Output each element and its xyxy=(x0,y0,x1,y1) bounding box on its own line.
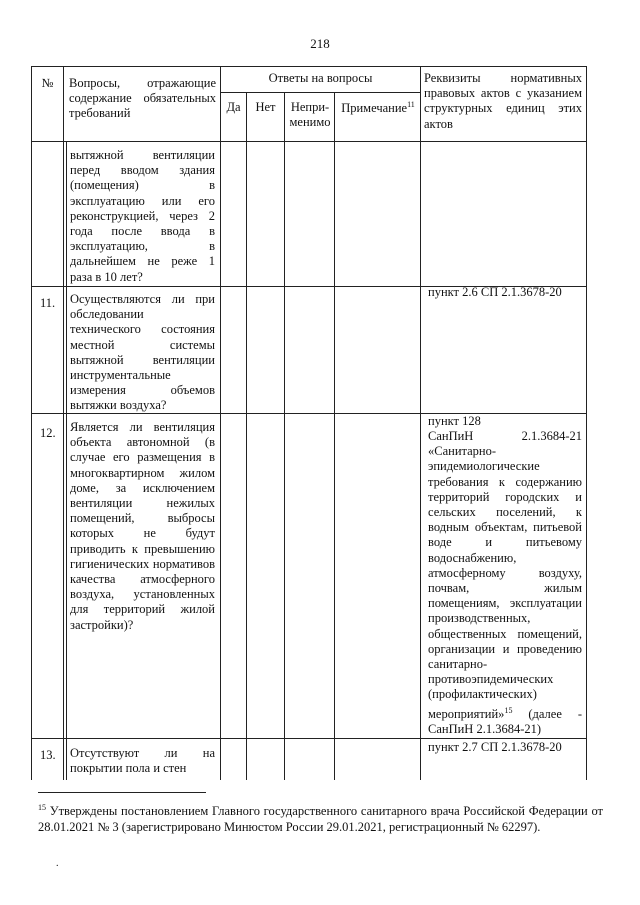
footnote: $^{15}$ Утверждены постановлением Главного государственного санитарного врача Российской Федерации от 28.01.2021 № 3 (зарегистрировано Минюстом России 29.01.2021, регистрационный № 62297). xyxy=(38,803,603,835)
row-question: вытяжной вентиляции перед вводом здания (помещения) в эксплуатацию или его реконструкцией, через 2 года после ввода в эксплуатацию, в дальнейшем не реже 1 раза в 10 лет? xyxy=(70,148,215,284)
header-no: Нет xyxy=(255,100,276,114)
header-num: № xyxy=(41,76,54,90)
footnote-separator xyxy=(38,792,206,793)
row-question: Отсутствуют ли на покрытии пола и стен xyxy=(70,746,215,776)
row-question: Осуществляются ли при обследовании технического состояния местной системы вытяжной вентиляции инструментальные измерения объемов вытяжки воздуха? xyxy=(70,292,215,413)
row-question: Является ли вентиляция объекта автономной (в случае его размещения в многоквартирном жилом доме, за исключением вентиляции нежилых помещений, выбросы которых не будут приводить к превышению гигиенических нормативов качества атмосферного воздуха, установленных для территорий жилой застройки)? xyxy=(70,420,215,632)
row-requisite: пункт 2.7 СП 2.1.3678-20 xyxy=(428,740,562,754)
header-not-applicable: Непри-менимо xyxy=(289,100,331,130)
trailing-mark: . xyxy=(56,858,59,869)
header-yes: Да xyxy=(226,100,241,114)
row-number: 13. xyxy=(40,748,56,762)
row-number: 11. xyxy=(40,296,56,310)
header-questions: Вопросы, отражающие содержание обязательных требований xyxy=(69,76,216,121)
row-requisite-first-line: пункт 128 xyxy=(428,414,481,428)
page-number: 218 xyxy=(310,36,330,51)
row-requisite: пункт 2.6 СП 2.1.3678-20 xyxy=(428,285,562,299)
header-answers: Ответы на вопросы xyxy=(268,71,373,85)
row-requisite: СанПиН 2.1.3684-21 «Санитарно-эпидемиологические требования к содержанию территорий городских и сельских поселений, к водным объектам, питьевой воде и питьевому водоснабжению, атмосферному воздуху, почвам, жилым помещениям, эксплуатации производственных, общественных помещений, организации и проведению санитарно-противоэпидемических (профилактических) мероприятий»$^{15}$ (далее - СанПиН 2.1.3684-21) xyxy=(428,429,582,737)
header-requisites: Реквизиты нормативных правовых актов с указанием структурных единиц этих актов xyxy=(424,71,582,131)
header-note: Примечание$^{11}$ xyxy=(341,100,415,116)
row-number: 12. xyxy=(40,426,56,440)
